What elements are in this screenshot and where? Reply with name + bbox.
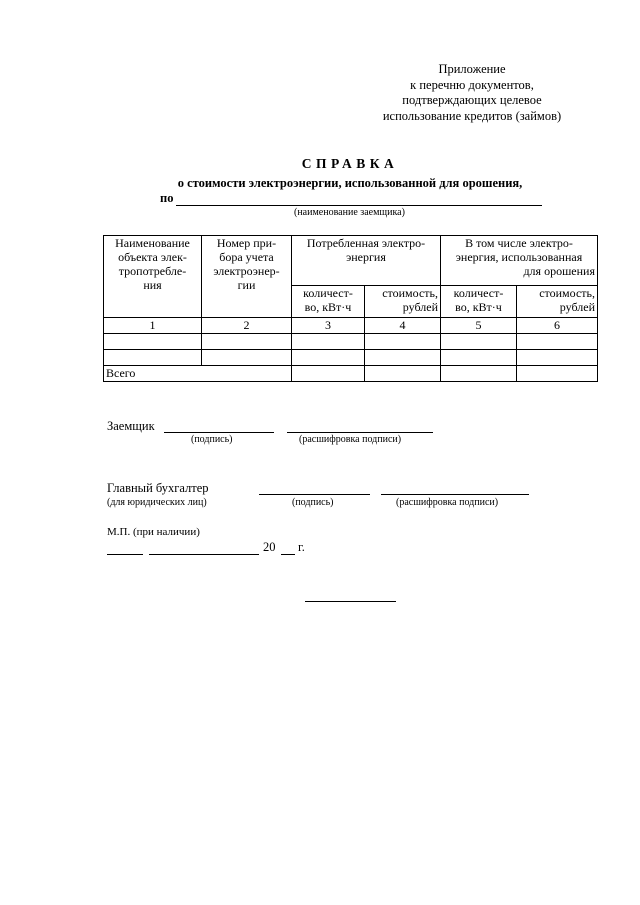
accountant-decode-hint: (расшифровка подписи) (396, 497, 499, 508)
header-line: стоимость, (382, 286, 438, 300)
energy-table (103, 235, 598, 382)
header-line: Наименование (115, 236, 190, 250)
accountant-sub-hint: (для юридических лиц) (107, 497, 207, 508)
accountant-signature-line[interactable] (259, 494, 370, 495)
column-number-row (104, 318, 598, 334)
column-number: 6 (517, 318, 598, 334)
header-cost-consumed (365, 286, 441, 318)
header-line: бора учета (219, 250, 274, 264)
borrower-sign-hint: (подпись) (191, 434, 233, 445)
borrower-signature-line[interactable] (164, 432, 274, 433)
header-qty-consumed (292, 286, 365, 318)
header-line: количест- (303, 286, 353, 300)
table-cell[interactable] (441, 366, 517, 382)
table-cell[interactable] (292, 366, 365, 382)
table-cell[interactable] (441, 334, 517, 350)
header-line: Номер при- (216, 236, 277, 250)
column-number: 3 (292, 318, 365, 334)
header-line: количест- (453, 286, 504, 300)
header-line: электроэнер- (213, 264, 280, 278)
header-line: стоимость, (539, 286, 595, 300)
stamp-note: М.П. (при наличии) (107, 526, 200, 538)
header-line: тропотребле- (118, 264, 187, 278)
header-line: рублей (559, 300, 595, 314)
column-number: 2 (202, 318, 292, 334)
date-year-prefix: 20 (263, 540, 276, 554)
header-line: ния (143, 278, 162, 292)
date-year-line[interactable] (281, 554, 295, 555)
header-line: энергия, использованная (455, 250, 583, 264)
header-line: Потребленная электро- (306, 236, 426, 250)
table-cell[interactable] (517, 350, 598, 366)
table-cell[interactable] (292, 334, 365, 350)
accountant-label: Главный бухгалтер (107, 481, 209, 495)
table-cell[interactable] (441, 350, 517, 366)
column-number: 5 (441, 318, 517, 334)
header-cost-irrigation (517, 286, 598, 318)
date-day-line[interactable] (107, 554, 143, 555)
total-label: Всего (104, 366, 292, 382)
document-title: СПРАВКА (301, 156, 399, 171)
appendix-line: подтверждающих целевое (402, 93, 542, 107)
table-cell[interactable] (365, 350, 441, 366)
header-object (104, 236, 202, 318)
table-cell[interactable] (517, 366, 598, 382)
header-consumed (292, 236, 441, 286)
table-row (104, 334, 598, 350)
borrower-decode-hint: (расшифровка подписи) (299, 434, 402, 445)
header-line: В том числе электро- (465, 236, 573, 250)
table-cell[interactable] (365, 366, 441, 382)
date-year-suffix: г. (298, 540, 305, 554)
appendix-line: использование кредитов (займов) (382, 108, 562, 123)
header-line: во, кВт·ч (455, 300, 502, 314)
header-line: во, кВт·ч (304, 300, 352, 314)
table-cell[interactable] (202, 334, 292, 350)
table-cell[interactable] (292, 350, 365, 366)
column-number: 4 (365, 318, 441, 334)
accountant-sign-hint: (подпись) (292, 497, 334, 508)
header-qty-irrigation (441, 286, 517, 318)
header-line: для орошения (523, 264, 595, 278)
column-number: 1 (104, 318, 202, 334)
appendix-line: Приложение (438, 62, 506, 76)
document-subtitle: о стоимости электроэнергии, использованной для орошения, (177, 176, 523, 190)
date-month-line[interactable] (149, 554, 259, 555)
header-irrigation (441, 236, 598, 286)
table-row (104, 350, 598, 366)
accountant-decode-line[interactable] (381, 494, 529, 495)
table-cell[interactable] (104, 350, 202, 366)
total-row (104, 366, 598, 382)
header-line: гии (237, 278, 256, 292)
appendix-line: к перечню документов, (410, 77, 534, 92)
appendix-note (360, 62, 584, 124)
borrower-name-hint: (наименование заемщика) (294, 207, 405, 218)
table-cell[interactable] (202, 350, 292, 366)
header-line: энергия (346, 250, 386, 264)
header-meter (202, 236, 292, 318)
footer-separator (305, 601, 396, 602)
po-label: по (160, 191, 174, 205)
header-line: объекта элек- (118, 250, 187, 264)
borrower-name-line[interactable] (176, 205, 542, 206)
borrower-label: Заемщик (107, 419, 155, 433)
table-cell[interactable] (104, 334, 202, 350)
borrower-decode-line[interactable] (287, 432, 433, 433)
header-line: рублей (402, 300, 438, 314)
table-cell[interactable] (365, 334, 441, 350)
table-cell[interactable] (517, 334, 598, 350)
